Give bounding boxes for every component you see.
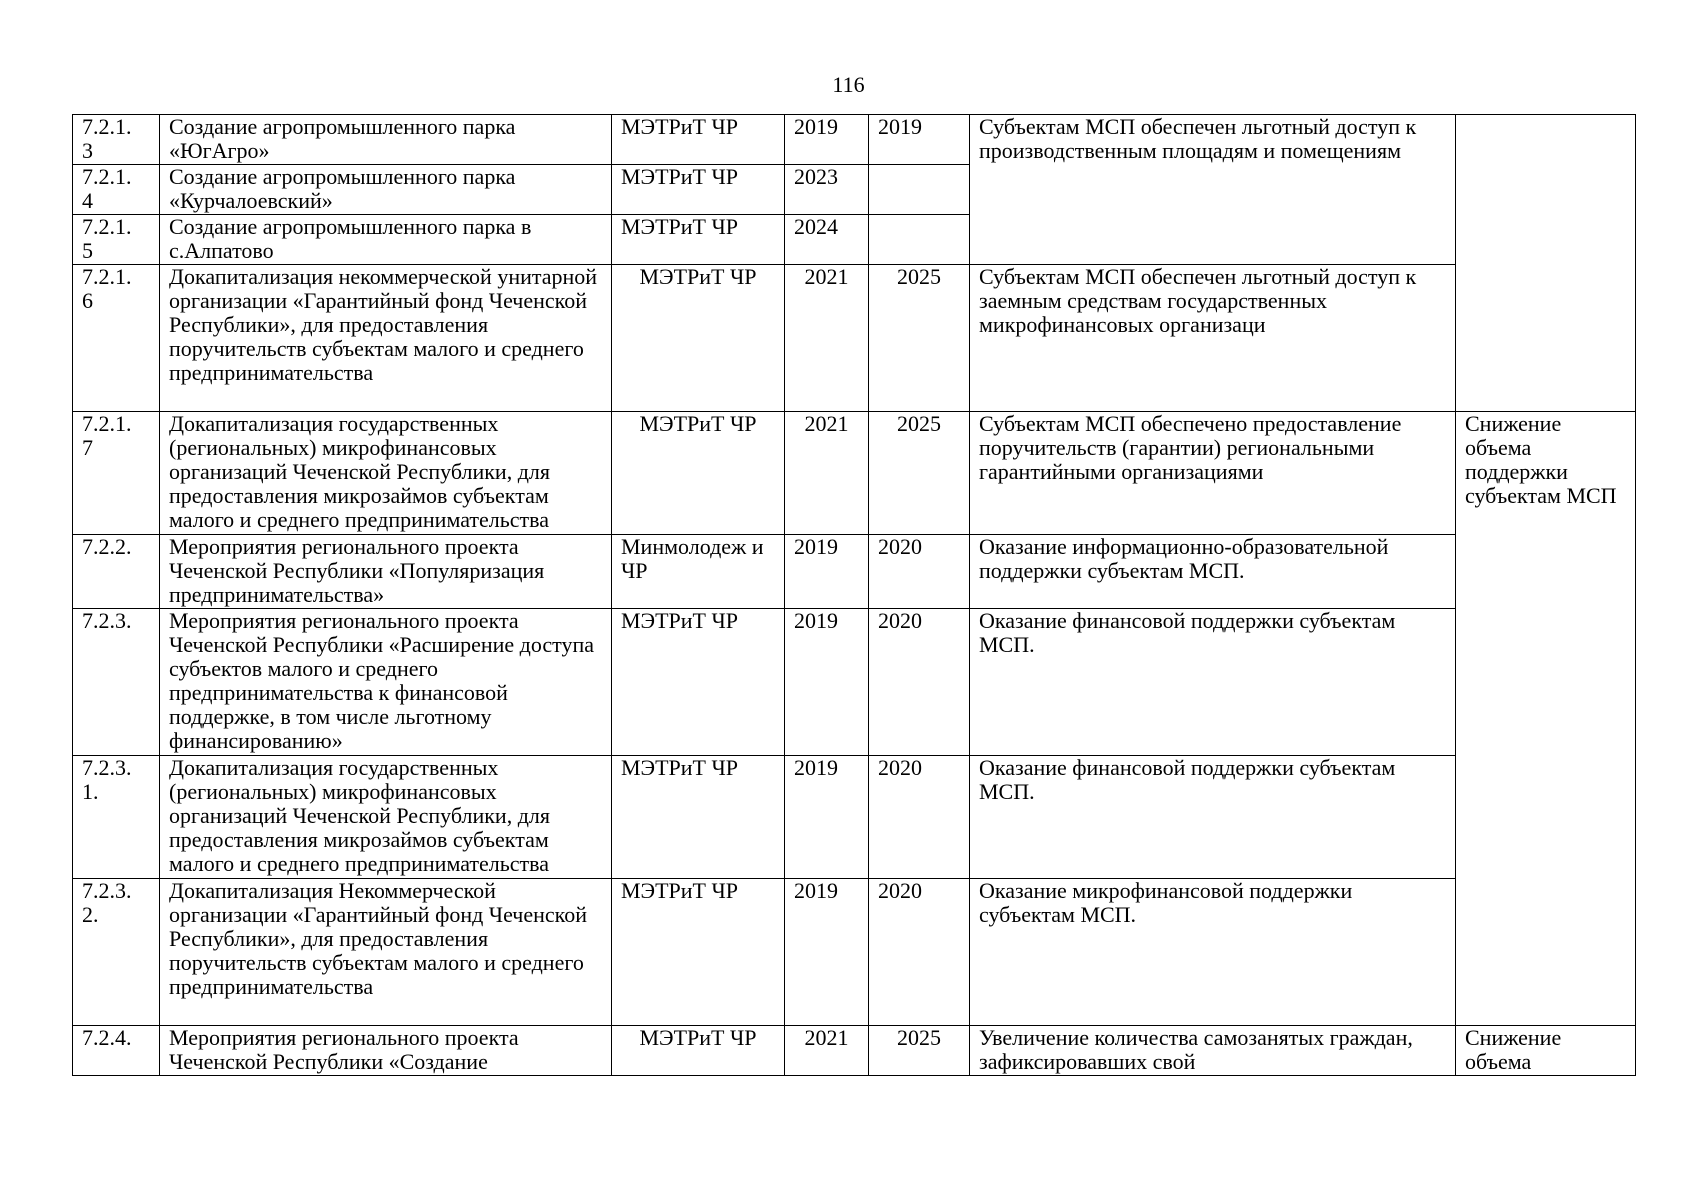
table-row xyxy=(73,535,1636,609)
consequence xyxy=(1456,115,1636,412)
row-number: 7.2.3. 2. xyxy=(73,879,160,1026)
table-row xyxy=(73,412,1636,535)
expected-result: Оказание микрофинансовой поддержки субъектам МСП. xyxy=(970,879,1456,1026)
end-year: 2019 xyxy=(869,115,970,165)
start-year: 2019 xyxy=(785,535,869,609)
measure-name: Создание агропромышленного парка «ЮгАгро» xyxy=(160,115,612,165)
table-row xyxy=(73,609,1636,756)
measure-name: Докапитализация государственных (региональных) микрофинансовых организаций Чеченской Республики, для предоставления микрозаймов субъектам малого и среднего предпринимательства xyxy=(160,412,612,535)
end-year xyxy=(869,215,970,265)
table-row xyxy=(73,756,1636,879)
measure-name: Мероприятия регионального проекта Чеченской Республики «Создание xyxy=(160,1026,612,1076)
page-number: 116 xyxy=(832,72,865,97)
expected-result: Оказание финансовой поддержки субъектам МСП. xyxy=(970,609,1456,756)
end-year xyxy=(869,165,970,215)
table-row xyxy=(73,1026,1636,1076)
measure-name: Мероприятия регионального проекта Чеченской Республики «Расширение доступа субъектов малого и среднего предпринимательства к финансовой поддержке, в том числе льготному финансированию» xyxy=(160,609,612,756)
start-year: 2021 xyxy=(785,265,869,412)
start-year: 2021 xyxy=(785,1026,869,1076)
expected-result: Оказание информационно-образовательной поддержки субъектам МСП. xyxy=(970,535,1456,609)
expected-result: Увеличение количества самозанятых граждан, зафиксировавших свой xyxy=(970,1026,1456,1076)
end-year: 2020 xyxy=(869,609,970,756)
end-year: 2025 xyxy=(869,412,970,535)
end-year: 2020 xyxy=(869,535,970,609)
executor: МЭТРиТ ЧР xyxy=(612,265,785,412)
measure-name: Создание агропромышленного парка в с.Алпатово xyxy=(160,215,612,265)
start-year: 2019 xyxy=(785,115,869,165)
expected-result: Субъектам МСП обеспечен льготный доступ к производственным площадям и помещениям xyxy=(970,115,1456,265)
start-year: 2019 xyxy=(785,879,869,1026)
executor: МЭТРиТ ЧР xyxy=(612,412,785,535)
measure-name: Докапитализация некоммерческой унитарной организации «Гарантийный фонд Чеченской Республики», для предоставления поручительств субъектам малого и среднего предпринимательства xyxy=(160,265,612,412)
measure-name: Создание агропромышленного парка «Курчалоевский» xyxy=(160,165,612,215)
row-number: 7.2.1. 7 xyxy=(73,412,160,535)
consequence: Снижение объема поддержки субъектам МСП xyxy=(1456,412,1636,1026)
start-year: 2019 xyxy=(785,756,869,879)
executor: МЭТРиТ ЧР xyxy=(612,1026,785,1076)
row-number: 7.2.1. 5 xyxy=(73,215,160,265)
row-number: 7.2.1. 6 xyxy=(73,265,160,412)
start-year: 2023 xyxy=(785,165,869,215)
expected-result: Субъектам МСП обеспечен льготный доступ к заемным средствам государственных микрофинансовых организаци xyxy=(970,265,1456,412)
executor: МЭТРиТ ЧР xyxy=(612,115,785,165)
row-number: 7.2.3. xyxy=(73,609,160,756)
end-year: 2025 xyxy=(869,265,970,412)
executor: МЭТРиТ ЧР xyxy=(612,215,785,265)
expected-result: Субъектам МСП обеспечено предоставление поручительств (гарантии) региональными гарантийными организациями xyxy=(970,412,1456,535)
measure-name: Докапитализация Некоммерческой организации «Гарантийный фонд Чеченской Республики», для предоставления поручительств субъектам малого и среднего предпринимательства xyxy=(160,879,612,1026)
table-row xyxy=(73,265,1636,412)
executor: МЭТРиТ ЧР xyxy=(612,609,785,756)
consequence: Снижение объема xyxy=(1456,1026,1636,1076)
measures-table xyxy=(72,114,1636,1076)
executor: МЭТРиТ ЧР xyxy=(612,165,785,215)
row-number: 7.2.4. xyxy=(73,1026,160,1076)
end-year: 2020 xyxy=(869,879,970,1026)
executor: МЭТРиТ ЧР xyxy=(612,879,785,1026)
start-year: 2019 xyxy=(785,609,869,756)
row-number: 7.2.1. 4 xyxy=(73,165,160,215)
row-number: 7.2.2. xyxy=(73,535,160,609)
start-year: 2021 xyxy=(785,412,869,535)
measure-name: Докапитализация государственных (региональных) микрофинансовых организаций Чеченской Республики, для предоставления микрозаймов субъектам малого и среднего предпринимательства xyxy=(160,756,612,879)
executor: Минмолодеж и ЧР xyxy=(612,535,785,609)
row-number: 7.2.1. 3 xyxy=(73,115,160,165)
row-number: 7.2.3. 1. xyxy=(73,756,160,879)
start-year: 2024 xyxy=(785,215,869,265)
table-row xyxy=(73,879,1636,1026)
end-year: 2025 xyxy=(869,1026,970,1076)
measure-name: Мероприятия регионального проекта Чеченской Республики «Популяризация предпринимательства» xyxy=(160,535,612,609)
table-row xyxy=(73,115,1636,165)
expected-result: Оказание финансовой поддержки субъектам МСП. xyxy=(970,756,1456,879)
end-year: 2020 xyxy=(869,756,970,879)
executor: МЭТРиТ ЧР xyxy=(612,756,785,879)
